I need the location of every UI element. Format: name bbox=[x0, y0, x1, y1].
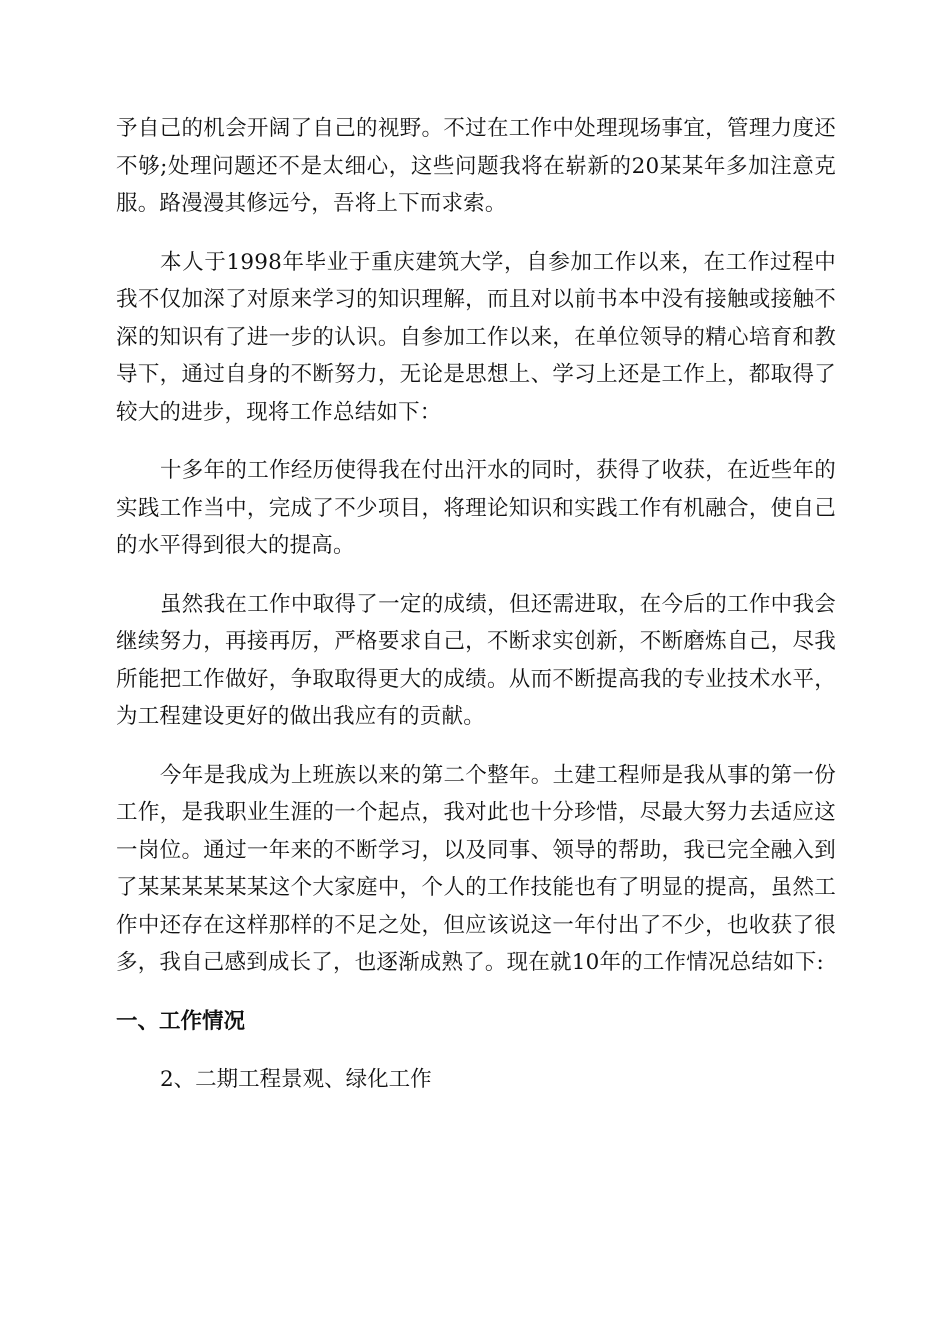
paragraph-experience: 十多年的工作经历使得我在付出汗水的同时，获得了收获，在近些年的实践工作当中，完成了不少项目，将理论知识和实践工作有机融合，使自己的水平得到很大的提高。 bbox=[116, 458, 836, 558]
paragraph-year-summary: 今年是我成为上班族以来的第二个整年。土建工程师是我从事的第一份工作，是我职业生涯的一个起点，我对此也十分珍惜，尽最大努力去适应这一岗位。通过一年来的不断学习，以及同事、领导的帮助，我已完全融入到了某某某某某某这个大家庭中，个人的工作技能也有了明显的提高，虽然工作中还存在这样那样的不足之处，但应该说这一年付出了不少，也收获了很多，我自己感到成长了，也逐渐成熟了。现在就10年的工作情况总结如下: bbox=[116, 762, 836, 975]
paragraph-outlook: 虽然我在工作中取得了一定的成绩，但还需进取，在今后的工作中我会继续努力，再接再厉，严格要求自己，不断求实创新，不断磨炼自己，尽我所能把工作做好，争取取得更大的成绩。从而不断提高我的专业技术水平，为工程建设更好的做出我应有的贡献。 bbox=[116, 591, 836, 729]
section-item: 2、二期工程景观、绿化工作 bbox=[160, 1067, 432, 1092]
section-heading: 一、工作情况 bbox=[116, 1008, 246, 1034]
document-page bbox=[116, 110, 836, 1099]
paragraph-background: 本人于1998年毕业于重庆建筑大学，自参加工作以来，在工作过程中我不仅加深了对原来学习的知识理解，而且对以前书本中没有接触或接触不深的知识有了进一步的认识。自参加工作以来，在单位领导的精心培育和教导下，通过自身的不断努力，无论是思想上、学习上还是工作上，都取得了较大的进步，现将工作总结如下： bbox=[116, 249, 836, 425]
paragraph-continuation: 予自己的机会开阔了自己的视野。不过在工作中处理现场事宜，管理力度还不够;处理问题还不是太细心，这些问题我将在崭新的20某某年多加注意克服。路漫漫其修远兮，吾将上下而求索。 bbox=[116, 116, 836, 216]
